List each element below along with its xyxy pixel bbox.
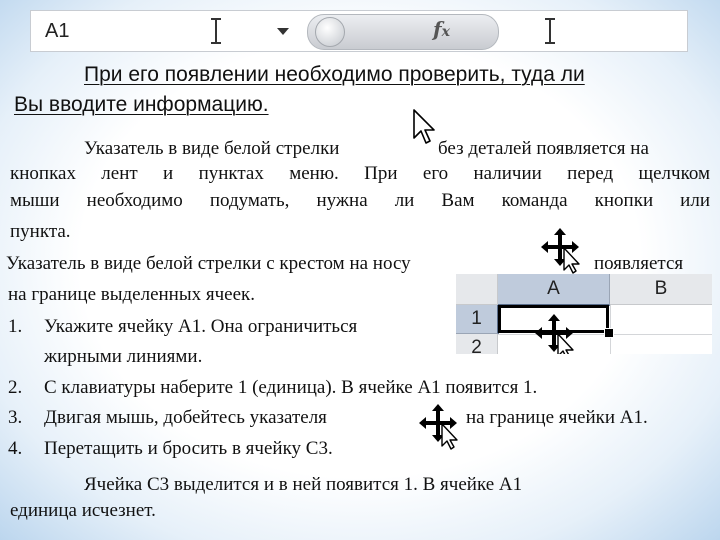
column-header-a[interactable]: A: [498, 274, 610, 306]
row-header-2[interactable]: 2: [456, 334, 498, 354]
para1-line-4: пункта.: [10, 221, 71, 242]
splitter-knob[interactable]: [315, 17, 345, 47]
row-header-1[interactable]: 1: [456, 305, 499, 334]
para2-line1-end: появляется: [594, 253, 684, 274]
select-all-corner[interactable]: [456, 274, 498, 305]
step-4-number: 4.: [8, 438, 23, 459]
para1-line-3: мыши необходимо подумать, нужна ли Вам команда кнопки или: [10, 190, 710, 211]
para2-line1-start: Указатель в виде белой стрелки с крестом на носу: [6, 253, 411, 274]
fx-icon[interactable]: [433, 17, 450, 41]
i-beam-cursor-icon: [211, 18, 221, 44]
step-3-text-end: на границе ячейки А1.: [466, 407, 648, 428]
para2-line-2: на границе выделенных ячеек.: [8, 284, 256, 305]
name-box[interactable]: [31, 11, 141, 51]
para1-line-2: кнопках лент и пунктах меню. При его наличии перед щелчком: [10, 163, 710, 184]
fx-subscript: x: [441, 24, 450, 40]
para1-line1-end: без деталей появляется на: [438, 138, 649, 159]
para1-line1-start: Указатель в виде белой стрелки: [84, 138, 340, 159]
step-1-number: 1.: [8, 316, 23, 337]
step-3-text-start: Двигая мышь, добейтесь указателя: [44, 407, 327, 428]
arrow-cursor-icon: [410, 108, 440, 148]
spreadsheet-fragment: [456, 274, 712, 354]
column-header-b[interactable]: B: [610, 274, 712, 305]
step-1-continuation: жирными линиями.: [44, 346, 203, 367]
name-box-value: A1: [45, 20, 70, 42]
step-3-number: 3.: [8, 407, 23, 428]
fx-letter: f: [433, 17, 442, 41]
heading-line-1: При его появлении необходимо проверить, туда ли: [84, 63, 585, 86]
move-cursor-icon: [534, 312, 578, 354]
move-cursor-icon: [418, 402, 462, 450]
move-cursor-icon: [540, 226, 584, 274]
step-2-number: 2.: [8, 377, 23, 398]
i-beam-cursor-icon-2: [545, 18, 555, 44]
conclusion-line-1: Ячейка С3 выделится и в ней появится 1. В ячейке А1: [84, 474, 523, 495]
formula-bar: [30, 10, 688, 52]
step-4-text: Перетащить и бросить в ячейку С3.: [44, 438, 333, 459]
dropdown-arrow-icon[interactable]: [277, 28, 289, 35]
conclusion-line-2: единица исчезнет.: [10, 500, 156, 521]
step-2-text: С клавиатуры наберите 1 (единица). В ячейке А1 появится 1.: [44, 377, 538, 398]
step-1-text: Укажите ячейку А1. Она ограничиться: [44, 316, 358, 337]
fill-handle[interactable]: [604, 328, 614, 338]
heading-line-2: Вы вводите информацию.: [14, 93, 269, 116]
